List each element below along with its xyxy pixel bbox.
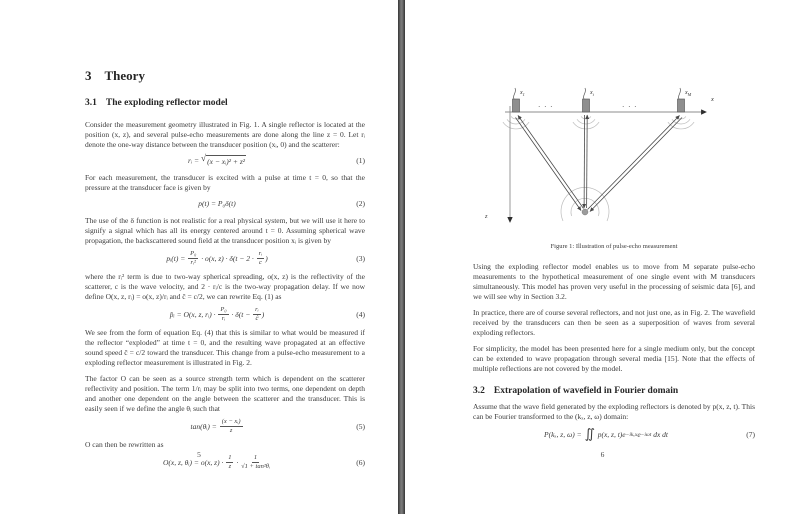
paragraph: Using the exploding reflector model enables us to move from M separate pulse-echo measurements to the hypothetical measurement of one single event with M transducers simultaneously. This model has proven very useful in the processing of seismic data [6], and we will see why in Section 3.2. [473, 262, 755, 301]
ellipsis-dots-2: · · · [622, 103, 638, 111]
equation-5-body: tan(θᵢ) = $\frac{\text{(x − xᵢ)}}{z}$ [190, 418, 241, 434]
equation-7 [473, 428, 755, 441]
page-right [405, 0, 800, 514]
paragraph: For simplicity, the model has been presented here for a single medium only, but the concept can be extended to wave propagation through several media [15]. Note that the effects of multiple reflections are not covered by the model. [473, 344, 755, 373]
x-axis-label: x [711, 96, 714, 103]
subsection-title: Extrapolation of wavefield in Fourier domain [493, 386, 679, 396]
transducer-icon-2 [583, 99, 590, 112]
paragraph: O can then be rewritten as [85, 440, 164, 449]
transducer-label-1: $x_1$ [520, 90, 525, 97]
pulse-echo-diagram [480, 85, 720, 235]
page-number-left: 5 [197, 450, 201, 459]
subsection-number: 3.1 [85, 98, 97, 108]
equation-1 [85, 154, 365, 167]
figure-1 [473, 85, 755, 237]
paragraph: We see from the form of equation Eq. (4) that this is similar to what would be measured if the reflector “exploded” at time t = 0, and the resulting wave propagated at an effective sound speed ĉ = c/2 toward the transducer. This change from a pulse-echo measurement to a exploding reflector measurement is illustrated in Fig. 2. [85, 328, 365, 367]
ellipsis-dots-1: · · · [538, 103, 554, 111]
equation-2-body: p(t) = P₀δ(t) [198, 199, 236, 208]
right-text-column [473, 0, 755, 441]
equation-4-number: (4) [356, 309, 365, 319]
transducer-cable-2 [584, 88, 586, 99]
equation-1-number: (1) [356, 156, 365, 165]
subsection-heading-31 [85, 98, 365, 108]
equation-7-body: P(kₓ, z, ω) = ∬ p(x, z, t)e −ikₓx e −iωt dx dt [544, 427, 668, 442]
paragraph: The use of the δ function is not realistic for a real physical system, but we will use it here to signify a signal which has all its energy centered around t = 0. Assuming spherical wave propagation, the backscattered sound field at the transducer position xᵢ is given by [85, 216, 365, 245]
paragraph: Assume that the wave field generated by the exploding reflectors is denoted by p(x, z, t). This can be Fourier transformed to the (kₓ, z, ω) domain: [473, 402, 755, 421]
left-text-column [85, 0, 365, 470]
equation-4 [85, 306, 365, 322]
page-divider [398, 0, 405, 514]
page-number-right: 6 [600, 450, 605, 459]
section-number: 3 [85, 68, 92, 83]
equation-3 [85, 250, 365, 266]
transducer-label-2: $x_i$ [590, 90, 594, 97]
equation-5-number: (5) [356, 421, 365, 431]
z-axis-label: z [485, 213, 488, 220]
equation-5 [85, 418, 365, 434]
section-heading [85, 68, 365, 84]
transducer-label-3: $x_M$ [685, 90, 692, 97]
section-title: Theory [104, 68, 145, 83]
equation-2 [85, 197, 365, 210]
paragraph: In practice, there are of course several reflectors, and not just one, as in Fig. 2. The wavefield received by the transducers can then be seen as a superposition of waves from several exploding reflectors. [473, 308, 755, 337]
equation-6-number: (6) [356, 457, 365, 467]
subsection-number: 3.2 [473, 386, 485, 396]
transducer-cable-1 [514, 88, 516, 99]
equation-3-number: (3) [356, 253, 365, 263]
equation-6-body: O(x, z, θᵢ) = o(x, z) · $\frac{1}{z}$ · $\frac{1}{\text{√1 + tan²θᵢ}}$ [162, 454, 271, 470]
equation-7-number: (7) [746, 430, 755, 439]
wavefront-arcs-transducers [503, 116, 694, 129]
page-left [0, 0, 398, 514]
equation-1-body: rᵢ = √ (x − xᵢ)² + z² [187, 154, 246, 166]
equation-3-body: pᵢ(t) = $\frac{\text{P₀}}{\text{rᵢ²}}$ · o(x, z) · δ(t − 2 · $\frac{\text{rᵢ}}{c}$ ) [166, 250, 268, 266]
figure-caption: Figure 1: Illustration of pulse-echo measurement [550, 243, 678, 250]
equation-4-body: p̂ᵢ = O(x, z, rᵢ) · $\frac{\text{P₀}}{\text{rᵢ}}$ · δ(t − $\frac{\text{rᵢ}}{ĉ}$ ) [169, 306, 265, 322]
paragraph: Consider the measurement geometry illustrated in Fig. 1. A single reflector is located at the position (x, z), and several pulse-echo measurements are done along the line z = 0. Let rᵢ denote the one-way distance between the transducer position (xᵢ, 0) and the scatterer: [85, 120, 365, 149]
paragraph: where the rᵢ² term is due to two-way spherical spreading, o(x, z) is the reflectivity of the scatterer, c is the wave velocity, and 2 · rᵢ/c is the two-way propagation delay. If we now define O(x, z, rᵢ) = o(x, z)/rᵢ and ĉ = c/2, we can rewrite Eq. (1) as [85, 272, 365, 301]
scatterer-dot [582, 209, 588, 215]
ray-arrows [516, 115, 683, 212]
paragraph: The factor O can be seen as a source strength term which is dependent on the scatterer reflectivity and position. The term 1/rᵢ may be split into two terms, one dependent on depth and another one dependent on the angle between the scatterer and the transducer. This is easily seen if we define the angle θᵢ such that [85, 374, 365, 413]
transducer-icon-1 [513, 99, 520, 112]
transducer-icon-3 [678, 99, 685, 112]
subsection-heading-32 [473, 386, 755, 396]
subsection-title: The exploding reflector model [105, 98, 228, 108]
transducer-cable-3 [679, 88, 681, 99]
equation-2-number: (2) [356, 199, 365, 208]
paragraph: For each measurement, the transducer is excited with a pulse at time t = 0, so that the pressure at the transducer face is given by [85, 173, 365, 192]
